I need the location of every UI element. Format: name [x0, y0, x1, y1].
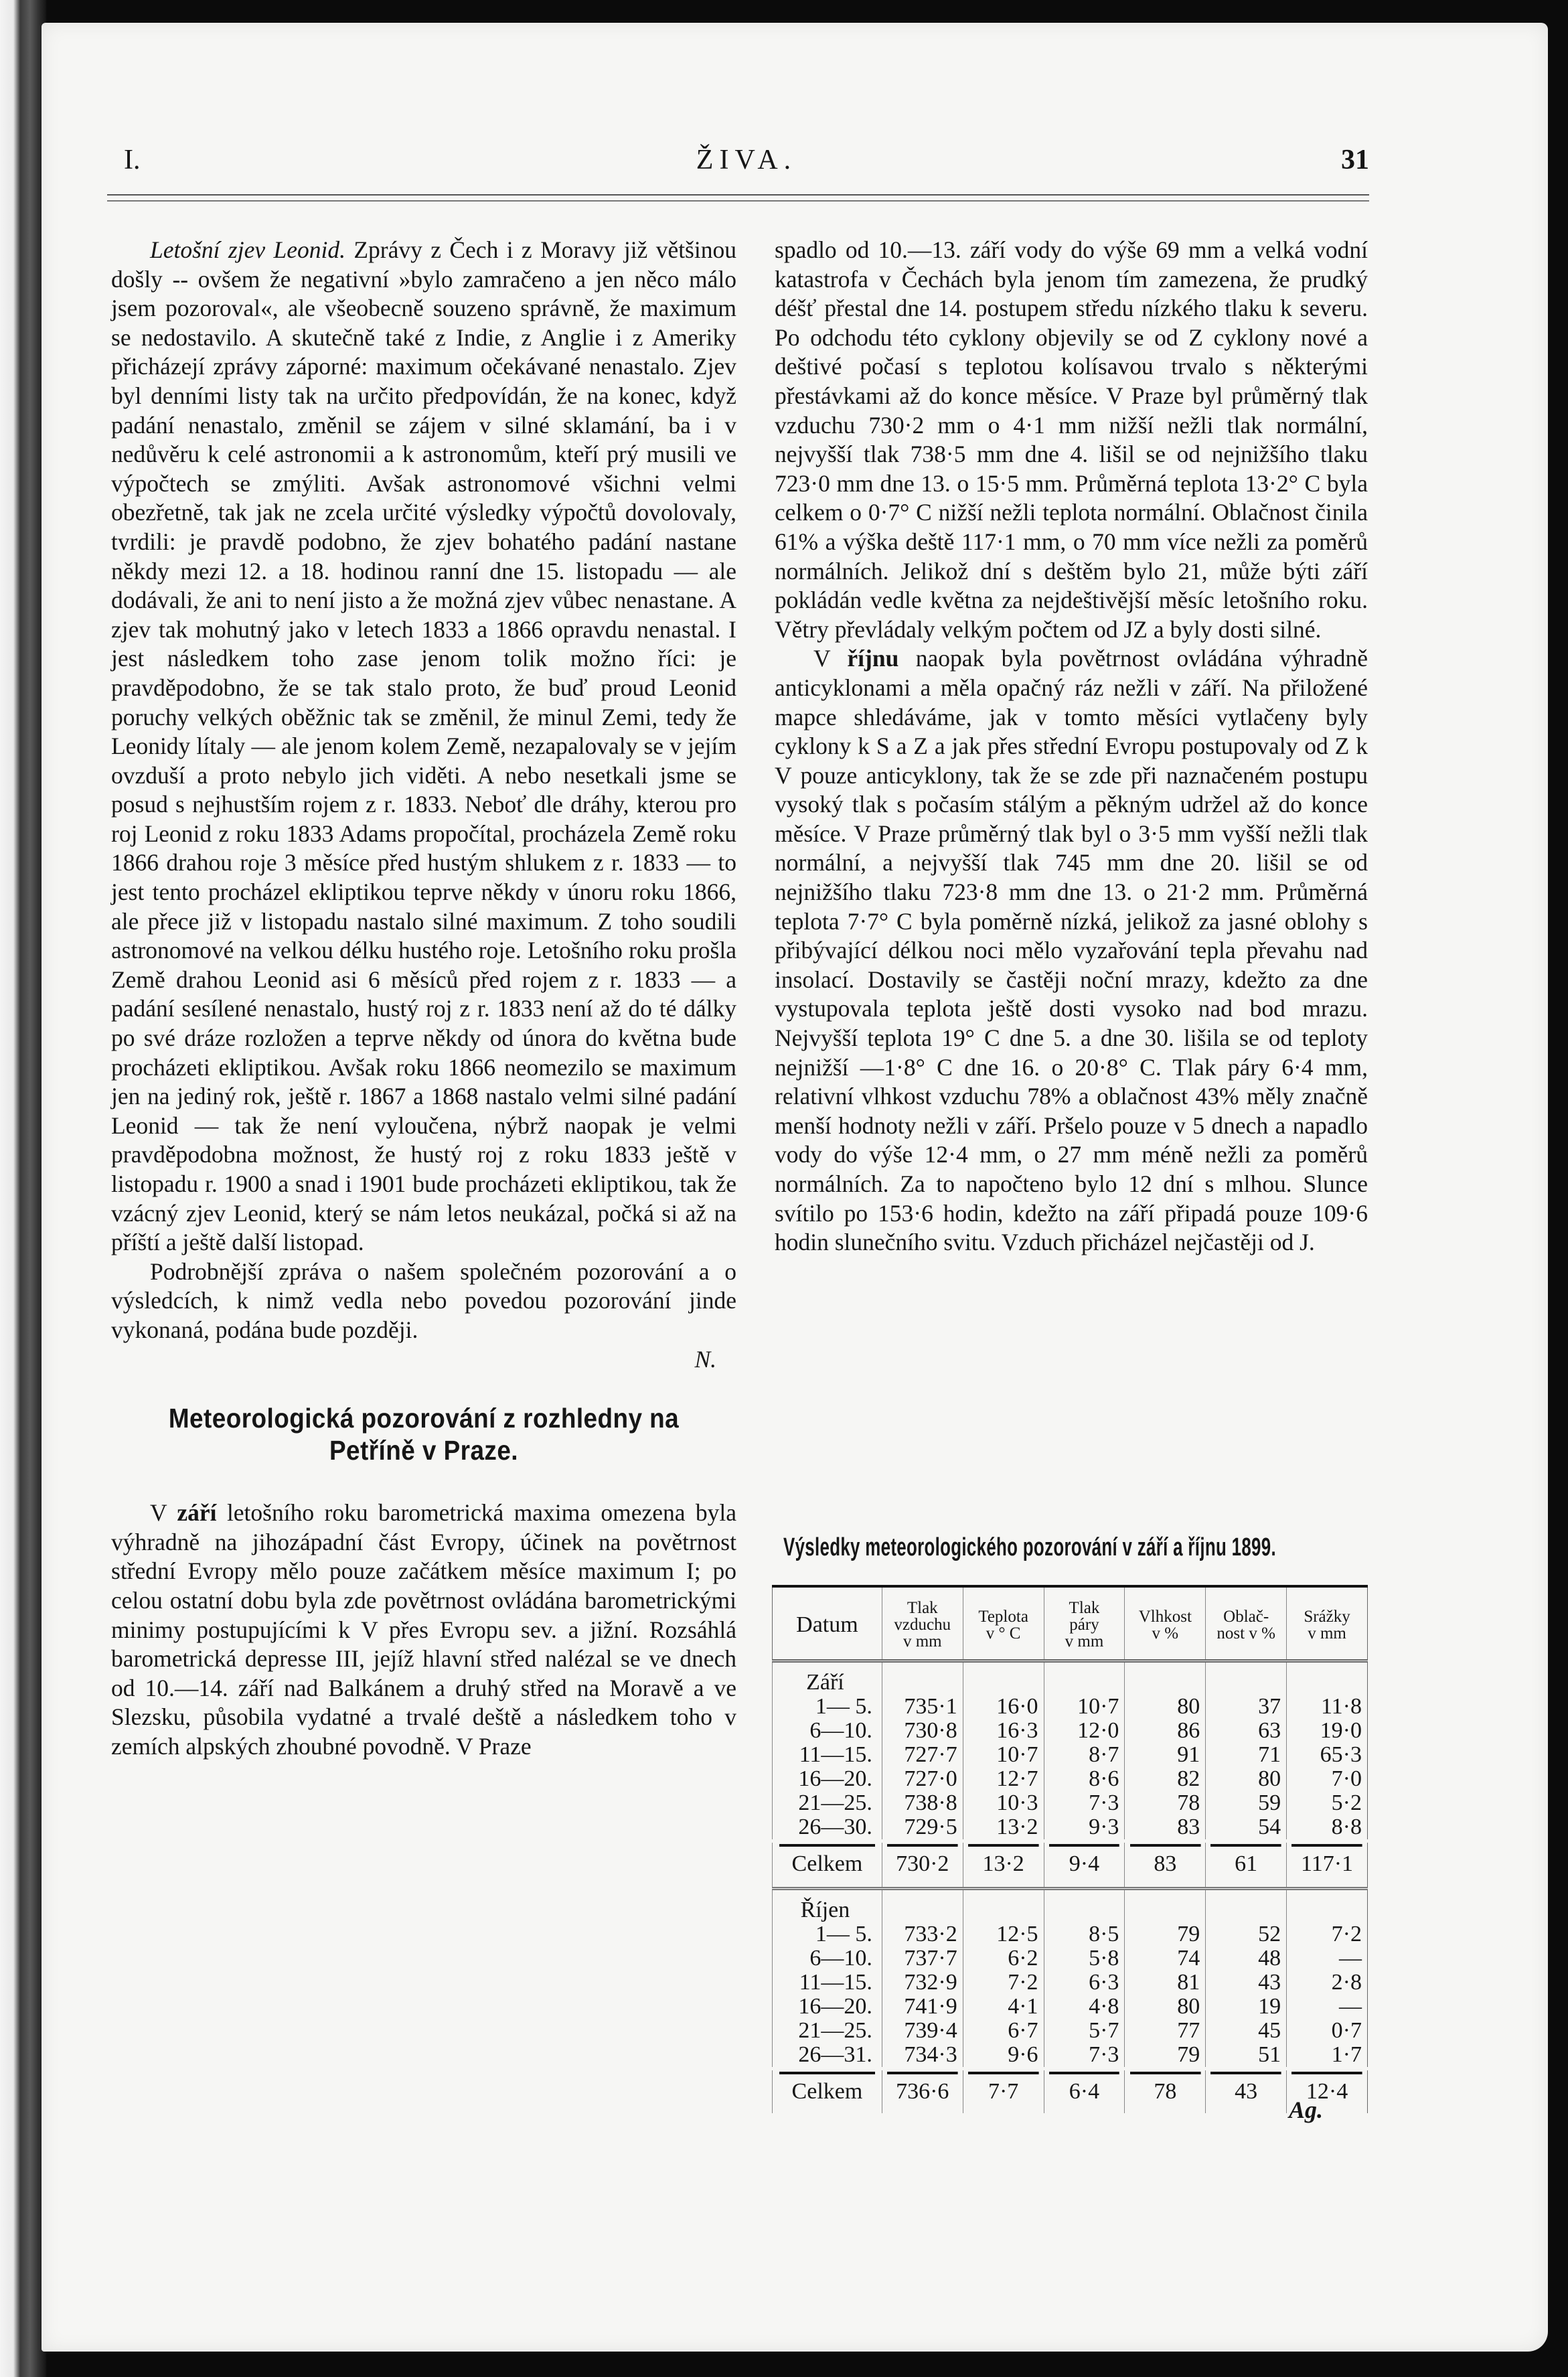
value-cell-vapour-pressure: 8·6: [1044, 1767, 1125, 1791]
table-row: [773, 1743, 1368, 1767]
value-cell-humidity: 91: [1125, 1743, 1206, 1767]
value-cell-humidity: 77: [1125, 2019, 1206, 2043]
total-cell-humidity: 83: [1125, 1841, 1206, 1886]
value-cell-humidity: 78: [1125, 1791, 1206, 1815]
value-cell-air-pressure: 727·0: [882, 1767, 963, 1791]
value-cell-temperature: 10·7: [963, 1743, 1044, 1767]
value-cell-vapour-pressure: 7·3: [1044, 1791, 1125, 1815]
column-header-humidity: [1125, 1586, 1206, 1661]
header-line: v mm: [903, 1632, 942, 1651]
value-cell-air-pressure: 735·1: [882, 1695, 963, 1719]
header-line: v ° C: [986, 1624, 1021, 1642]
meteo-article-heading: Meteorologická pozorování z rozhledny na Petříně v Praze.: [168, 1403, 680, 1466]
value-cell-precipitation: 0·7: [1287, 2019, 1368, 2043]
value-cell-temperature: 4·1: [963, 1995, 1044, 2019]
value-cell-cloudiness: 54: [1206, 1815, 1287, 1841]
value-cell-humidity: 81: [1125, 1971, 1206, 1995]
value-cell-humidity: 83: [1125, 1815, 1206, 1841]
value-cell-precipitation: —: [1287, 1995, 1368, 2019]
header-line: v mm: [1065, 1632, 1104, 1651]
october-paragraph: [775, 644, 1368, 1257]
header-line: vzduchu: [894, 1616, 951, 1634]
value-cell-precipitation: 5·2: [1287, 1791, 1368, 1815]
table-row: [773, 2019, 1368, 2043]
journal-title: ŽIVA.: [696, 145, 797, 175]
empty-cell: [1287, 1889, 1368, 1923]
header-line: v mm: [1308, 1624, 1346, 1642]
empty-cell: [1044, 1889, 1125, 1923]
value-cell-vapour-pressure: 9·3: [1044, 1815, 1125, 1841]
leonid-paragraph: [111, 236, 736, 1257]
empty-cell: [1206, 1661, 1287, 1695]
value-cell-vapour-pressure: 4·8: [1044, 1995, 1125, 2019]
value-cell-precipitation: 8·8: [1287, 1815, 1368, 1841]
empty-cell: [1044, 1661, 1125, 1695]
value-cell-cloudiness: 80: [1206, 1767, 1287, 1791]
empty-cell: [963, 1889, 1044, 1923]
value-cell-air-pressure: 737·7: [882, 1946, 963, 1971]
value-cell-vapour-pressure: 5·7: [1044, 2019, 1125, 2043]
value-cell-cloudiness: 19: [1206, 1995, 1287, 2019]
empty-cell: [1125, 1661, 1206, 1695]
value-cell-temperature: 10·3: [963, 1791, 1044, 1815]
table-row: [773, 1995, 1368, 2019]
total-cell-air-pressure: 730·2: [882, 1841, 963, 1886]
september-text: letošního roku barometrická maxima omezena byla výhradně na jihozápadní část Evropy, účinek na povětrnost střední Evropy mělo pouze začátkem měsíce maximum I; po celou ostatní dobu byla zde povětrnost ovládána barometrickými minimy postupujícími k V přes Evropu sev. a jižní. Rozsáhlá barometrická depresse III, jejíž hlavní střed nalézal se ve dnech od 10.—14. září nad Balkánem a druhý střed na Moravě a ve Slezsku, působila vydatné a trvalé deště a následkem toho v zemích alpských zhoubné povodně. V Praze: [111, 1499, 737, 1760]
value-cell-vapour-pressure: 5·8: [1044, 1946, 1125, 1971]
value-cell-cloudiness: 59: [1206, 1791, 1287, 1815]
value-cell-precipitation: 11·8: [1287, 1695, 1368, 1719]
value-cell-precipitation: 7·0: [1287, 1767, 1368, 1791]
header-line: v %: [1152, 1624, 1179, 1642]
table-row: [773, 2043, 1368, 2069]
total-cell-cloudiness: 43: [1206, 2069, 1287, 2114]
value-cell-vapour-pressure: 6·3: [1044, 1971, 1125, 1995]
september-continuation: spadlo od 10.—13. září vody do výše 69 mm a velká vodní katastrofa v Čechách byla jenom tím zamezena, že prudký déšť přestal dne 14. postupem středu nízkého tlaku k severu. Po odchodu této cyklony objevily se od Z cyklony nové a deštivé počasí s teplotou kolísavou trvalo s některými přestávkami až do konce měsíce. V Praze byl průměrný tlak vzduchu 730·2 mm o 4·1 mm nižší nežli tlak normální, nejvyšší tlak 738·5 mm dne 4. lišil se od nejnižšího tlaku 723·0 mm dne 13. o 15·5 mm. Průměrná teplota 13·2° C byla celkem o 0·7° C nižší nežli teplota normální. Oblačnost činila 61% a výška deště 117·1 mm, o 70 mm více nežli za poměrů normálních. Jelikož dní s deštěm bylo 21, může býti září pokládán vedle května za nejdeštivější měsíc letošního roku. Větry převládaly velkým počtem od JZ a byly dosti silné.: [775, 236, 1368, 643]
value-cell-air-pressure: 732·9: [882, 1971, 963, 1995]
value-cell-air-pressure: 730·8: [882, 1719, 963, 1743]
month-label-row: [773, 1889, 1368, 1923]
value-cell-vapour-pressure: 12·0: [1044, 1719, 1125, 1743]
total-cell-temperature: 13·2: [963, 1841, 1044, 1886]
value-cell-cloudiness: 52: [1206, 1922, 1287, 1946]
leonid-text: Zprávy z Čech i z Moravy již většinou došly -- ovšem že negativní »bylo zamračeno a jen něco málo jsem pozoroval«, ale všeobecně souzeno správně, že maximum se nedostavilo. A skutečně také z Indie, z Anglie i z Ameriky přicházejí zprávy záporné: maximum očekávané nenastalo. Zjev byl denními listy tak na určito předpovídán, že na konec, když padání nenastalo, změnil se zájem v silné sklamání, ba i v nedůvěru k celé astronomii a k astronomům, kteří prý musili ve výpočtech se zmýliti. Avšak astronomové všichni velmi obezřetně, tak jak ne zcela určité výsledky výpočtů dovolovaly, tvrdili: je pravdě podobno, že zjev bohatého padání nastane někdy mezi 12. a 18. hodinou ranní dne 15. listopadu — ale dodávali, že ani to není jisto a že možná zjev vůbec nenastane. A zjev tak mohutný jako v letech 1833 a 1866 opravdu nenastal. I jest následkem toho zase jenom tolik možno říci: je pravděpodobno, že se tak stalo proto, že buď proud Leonid poruchy velkých oběžnic tak se změnil, že minul Zemi, tedy že Leonidy lítaly — ale jenom kolem Země, nezapalovaly se v jejím ovzduší a proto nebylo jich viděti. A nebo nesetkali jsme se posud s nejhustším rojem z r. 1833. Neboť dle dráhy, kterou pro roj Leonid z roku 1833 Adams propočítal, procházela Země roku 1866 drahou roje 3 měsíce před hustým shlukem z r. 1833 — to jest tento procházel ekliptikou teprve někdy v únoru roku 1866, ale přece již v listopadu nastalo silné maximum. Z toho soudili astronomové na velkou délku hustého roje. Letošního roku prošla Země drahou Leonid asi 6 měsíců před rojem z r. 1833 — a padání sesílené nenastalo, hustý roj z r. 1833 není až do té dálky po své dráze rozložen a teprve někdy od února do května bude procházeti ekliptikou. Avšak roku 1866 neomezilo se maximum jen na jediný rok, ještě r. 1867 a 1868 nastalo velmi silné padání Leonid — tak že není vyloučena, nýbrž naopak je velmi pravděpodobna možnost, že hustý roj z roku 1833 ještě v listopadu r. 1900 a snad i 1901 bude procházeti ekliptikou, tak že vzácný zjev Leonid, který se nám letos neukázal, počká si až na příští a ještě další listopad.: [111, 236, 736, 1256]
column-header-cloudiness: [1206, 1586, 1287, 1661]
empty-cell: [882, 1889, 963, 1923]
date-range-cell: 21—25.: [773, 1791, 882, 1815]
date-range-cell: 21—25.: [773, 2019, 882, 2043]
value-cell-cloudiness: 45: [1206, 2019, 1287, 2043]
date-range-cell: 11—15.: [773, 1971, 882, 1995]
value-cell-air-pressure: 738·8: [882, 1791, 963, 1815]
header-double-rule: [107, 194, 1369, 202]
value-cell-precipitation: 19·0: [1287, 1719, 1368, 1743]
value-cell-vapour-pressure: 8·5: [1044, 1922, 1125, 1946]
september-paragraph: [111, 1499, 736, 1761]
value-cell-precipitation: 1·7: [1287, 2043, 1368, 2069]
value-cell-temperature: 7·2: [963, 1971, 1044, 1995]
date-range-cell: 1— 5.: [773, 1922, 882, 1946]
october-lead: V: [813, 645, 830, 672]
september-keyword: září: [177, 1499, 217, 1527]
month-label-row: [773, 1661, 1368, 1695]
value-cell-humidity: 80: [1125, 1995, 1206, 2019]
value-cell-vapour-pressure: 8·7: [1044, 1743, 1125, 1767]
october-text: naopak byla povětrnost ovládána výhradně anticyklonami a měla opačný ráz nežli v září. Na přiložené mapce shledáváme, jak v tomto měsíci vytlačeny byly cyklony k S a Z a jak přes střední Evropu postupovaly od Z k V pouze anticyklony, tak že se zde při naznačeném postupu vysoký tlak s počasím stálým a pěkným udržel až do konce měsíce. V Praze průměrný tlak byl o 3·5 mm vyšší nežli tlak normální, a nejvyšší tlak 745 mm dne 20. lišil se od nejnižšího tlaku 723·8 mm dne 13. o 21·2 mm. Průměrná teplota 7·7° C byla poměrně nízká, jelikož za jasné oblohy s přibývající délkou noci mělo vyzařování tepla převahu nad insolací. Dostavily se častěji noční mrazy, kdežto za dne vystupovala teplota ještě dosti vysoko nad bod mrazu. Nejvyšší teplota 19° C dne 5. a dne 30. lišila se od teploty nejnižší —1·8° C dne 16. o 20·8° C. Tlak páry 6·4 mm, relativní vlhkost vzduchu 78% a oblačnost 43% měly značně menší hodnoty nežli v září. Pršelo pouze v 5 dnech a napadlo vody do výše 12·4 mm, o 27 mm méně nežli za poměrů normálních. Za to napočteno bylo 12 dní s mlhou. Slunce svítilo po 153·6 hodin, kdežto na září připadá pouze 109·6 hodin slunečního svitu. Vzduch přicházel nejčastěji od J.: [775, 645, 1368, 1256]
total-row: [773, 1841, 1368, 1886]
value-cell-humidity: 82: [1125, 1767, 1206, 1791]
value-cell-vapour-pressure: 7·3: [1044, 2043, 1125, 2069]
table-header-row: [773, 1586, 1368, 1661]
value-cell-cloudiness: 51: [1206, 2043, 1287, 2069]
book-binding-shadow: [0, 0, 47, 2377]
value-cell-temperature: 16·3: [963, 1719, 1044, 1743]
total-cell-vapour-pressure: 9·4: [1044, 1841, 1125, 1886]
leonid-paragraph-2: Podrobnější zpráva o našem společném pozorování a o výsledcích, k nimž vedla nebo povedou pozorování jinde vykonaná, podána bude později.: [111, 1257, 736, 1343]
total-cell-vapour-pressure: 6·4: [1044, 2069, 1125, 2114]
date-range-cell: 26—31.: [773, 2043, 882, 2069]
table-row: [773, 1815, 1368, 1841]
date-range-cell: 26—30.: [773, 1815, 882, 1841]
total-cell-precipitation: 117·1: [1287, 1841, 1368, 1886]
october-keyword: říjnu: [847, 645, 899, 672]
value-cell-humidity: 74: [1125, 1946, 1206, 1971]
value-cell-cloudiness: 43: [1206, 1971, 1287, 1995]
total-cell-temperature: 7·7: [963, 2069, 1044, 2114]
column-header-temperature: [963, 1586, 1044, 1661]
header-line: Teplota: [978, 1607, 1028, 1626]
header-line: Datum: [796, 1612, 858, 1637]
table-row: [773, 1791, 1368, 1815]
month-name: Říjen: [773, 1889, 882, 1923]
table-row: [773, 1719, 1368, 1743]
total-row: [773, 2069, 1368, 2114]
table-caption: Výsledky meteorologického pozorování v září a říjnu 1899.: [783, 1533, 1276, 1561]
header-line: Srážky: [1304, 1607, 1350, 1626]
date-range-cell: 16—20.: [773, 1995, 882, 2019]
right-column: [775, 236, 1368, 1257]
value-cell-temperature: 12·5: [963, 1922, 1044, 1946]
table-signature: Ag.: [1289, 2096, 1324, 2123]
value-cell-precipitation: 65·3: [1287, 1743, 1368, 1767]
value-cell-precipitation: 7·2: [1287, 1922, 1368, 1946]
value-cell-cloudiness: 37: [1206, 1695, 1287, 1719]
value-cell-air-pressure: 733·2: [882, 1922, 963, 1946]
empty-cell: [882, 1661, 963, 1695]
value-cell-cloudiness: 48: [1206, 1946, 1287, 1971]
value-cell-air-pressure: 729·5: [882, 1815, 963, 1841]
value-cell-air-pressure: 734·3: [882, 2043, 963, 2069]
september-lead: V: [150, 1499, 167, 1527]
date-range-cell: 6—10.: [773, 1946, 882, 1971]
header-line: Tlak: [907, 1599, 938, 1617]
value-cell-precipitation: —: [1287, 1946, 1368, 1971]
value-cell-precipitation: 2·8: [1287, 1971, 1368, 1995]
header-line: Oblač-: [1223, 1607, 1269, 1626]
value-cell-humidity: 80: [1125, 1695, 1206, 1719]
column-header-vapour-pressure: [1044, 1586, 1125, 1661]
running-head: [124, 144, 1369, 184]
total-label: Celkem: [773, 2069, 882, 2114]
value-cell-air-pressure: 727·7: [882, 1743, 963, 1767]
left-column: [111, 236, 736, 1762]
leonid-article-title: Letošní zjev Leonid.: [150, 236, 345, 263]
column-header-precipitation: [1287, 1586, 1368, 1661]
header-line: Tlak: [1069, 1599, 1100, 1617]
header-line: Vlhkost: [1138, 1607, 1192, 1626]
empty-cell: [1125, 1889, 1206, 1923]
meteorological-results-table: [772, 1585, 1368, 2113]
value-cell-temperature: 12·7: [963, 1767, 1044, 1791]
date-range-cell: 6—10.: [773, 1719, 882, 1743]
value-cell-humidity: 86: [1125, 1719, 1206, 1743]
value-cell-vapour-pressure: 10·7: [1044, 1695, 1125, 1719]
total-cell-air-pressure: 736·6: [882, 2069, 963, 2114]
value-cell-air-pressure: 741·9: [882, 1995, 963, 2019]
total-label: Celkem: [773, 1841, 882, 1886]
value-cell-humidity: 79: [1125, 1922, 1206, 1946]
table-row: [773, 1922, 1368, 1946]
volume-number: I.: [124, 145, 141, 175]
empty-cell: [1287, 1661, 1368, 1695]
page-number: 31: [1341, 145, 1369, 175]
table-body: [773, 1661, 1368, 2114]
value-cell-temperature: 6·7: [963, 2019, 1044, 2043]
column-header-air-pressure: [882, 1586, 963, 1661]
date-range-cell: 11—15.: [773, 1743, 882, 1767]
empty-cell: [1206, 1889, 1287, 1923]
total-cell-precipitation: 12·4: [1287, 2069, 1368, 2114]
table-row: [773, 1946, 1368, 1971]
table-row: [773, 1695, 1368, 1719]
value-cell-air-pressure: 739·4: [882, 2019, 963, 2043]
date-range-cell: 1— 5.: [773, 1695, 882, 1719]
value-cell-humidity: 79: [1125, 2043, 1206, 2069]
value-cell-temperature: 13·2: [963, 1815, 1044, 1841]
header-line: nost v %: [1217, 1624, 1275, 1642]
value-cell-temperature: 6·2: [963, 1946, 1044, 1971]
table-row: [773, 1971, 1368, 1995]
month-name: Září: [773, 1661, 882, 1695]
empty-cell: [963, 1661, 1044, 1695]
value-cell-cloudiness: 71: [1206, 1743, 1287, 1767]
total-cell-humidity: 78: [1125, 2069, 1206, 2114]
leonid-signature: N.: [694, 1345, 716, 1373]
value-cell-cloudiness: 63: [1206, 1719, 1287, 1743]
header-line: páry: [1069, 1616, 1099, 1634]
date-range-cell: 16—20.: [773, 1767, 882, 1791]
total-cell-cloudiness: 61: [1206, 1841, 1287, 1886]
table-row: [773, 1767, 1368, 1791]
value-cell-temperature: 9·6: [963, 2043, 1044, 2069]
value-cell-temperature: 16·0: [963, 1695, 1044, 1719]
column-header-datum: [773, 1586, 882, 1661]
